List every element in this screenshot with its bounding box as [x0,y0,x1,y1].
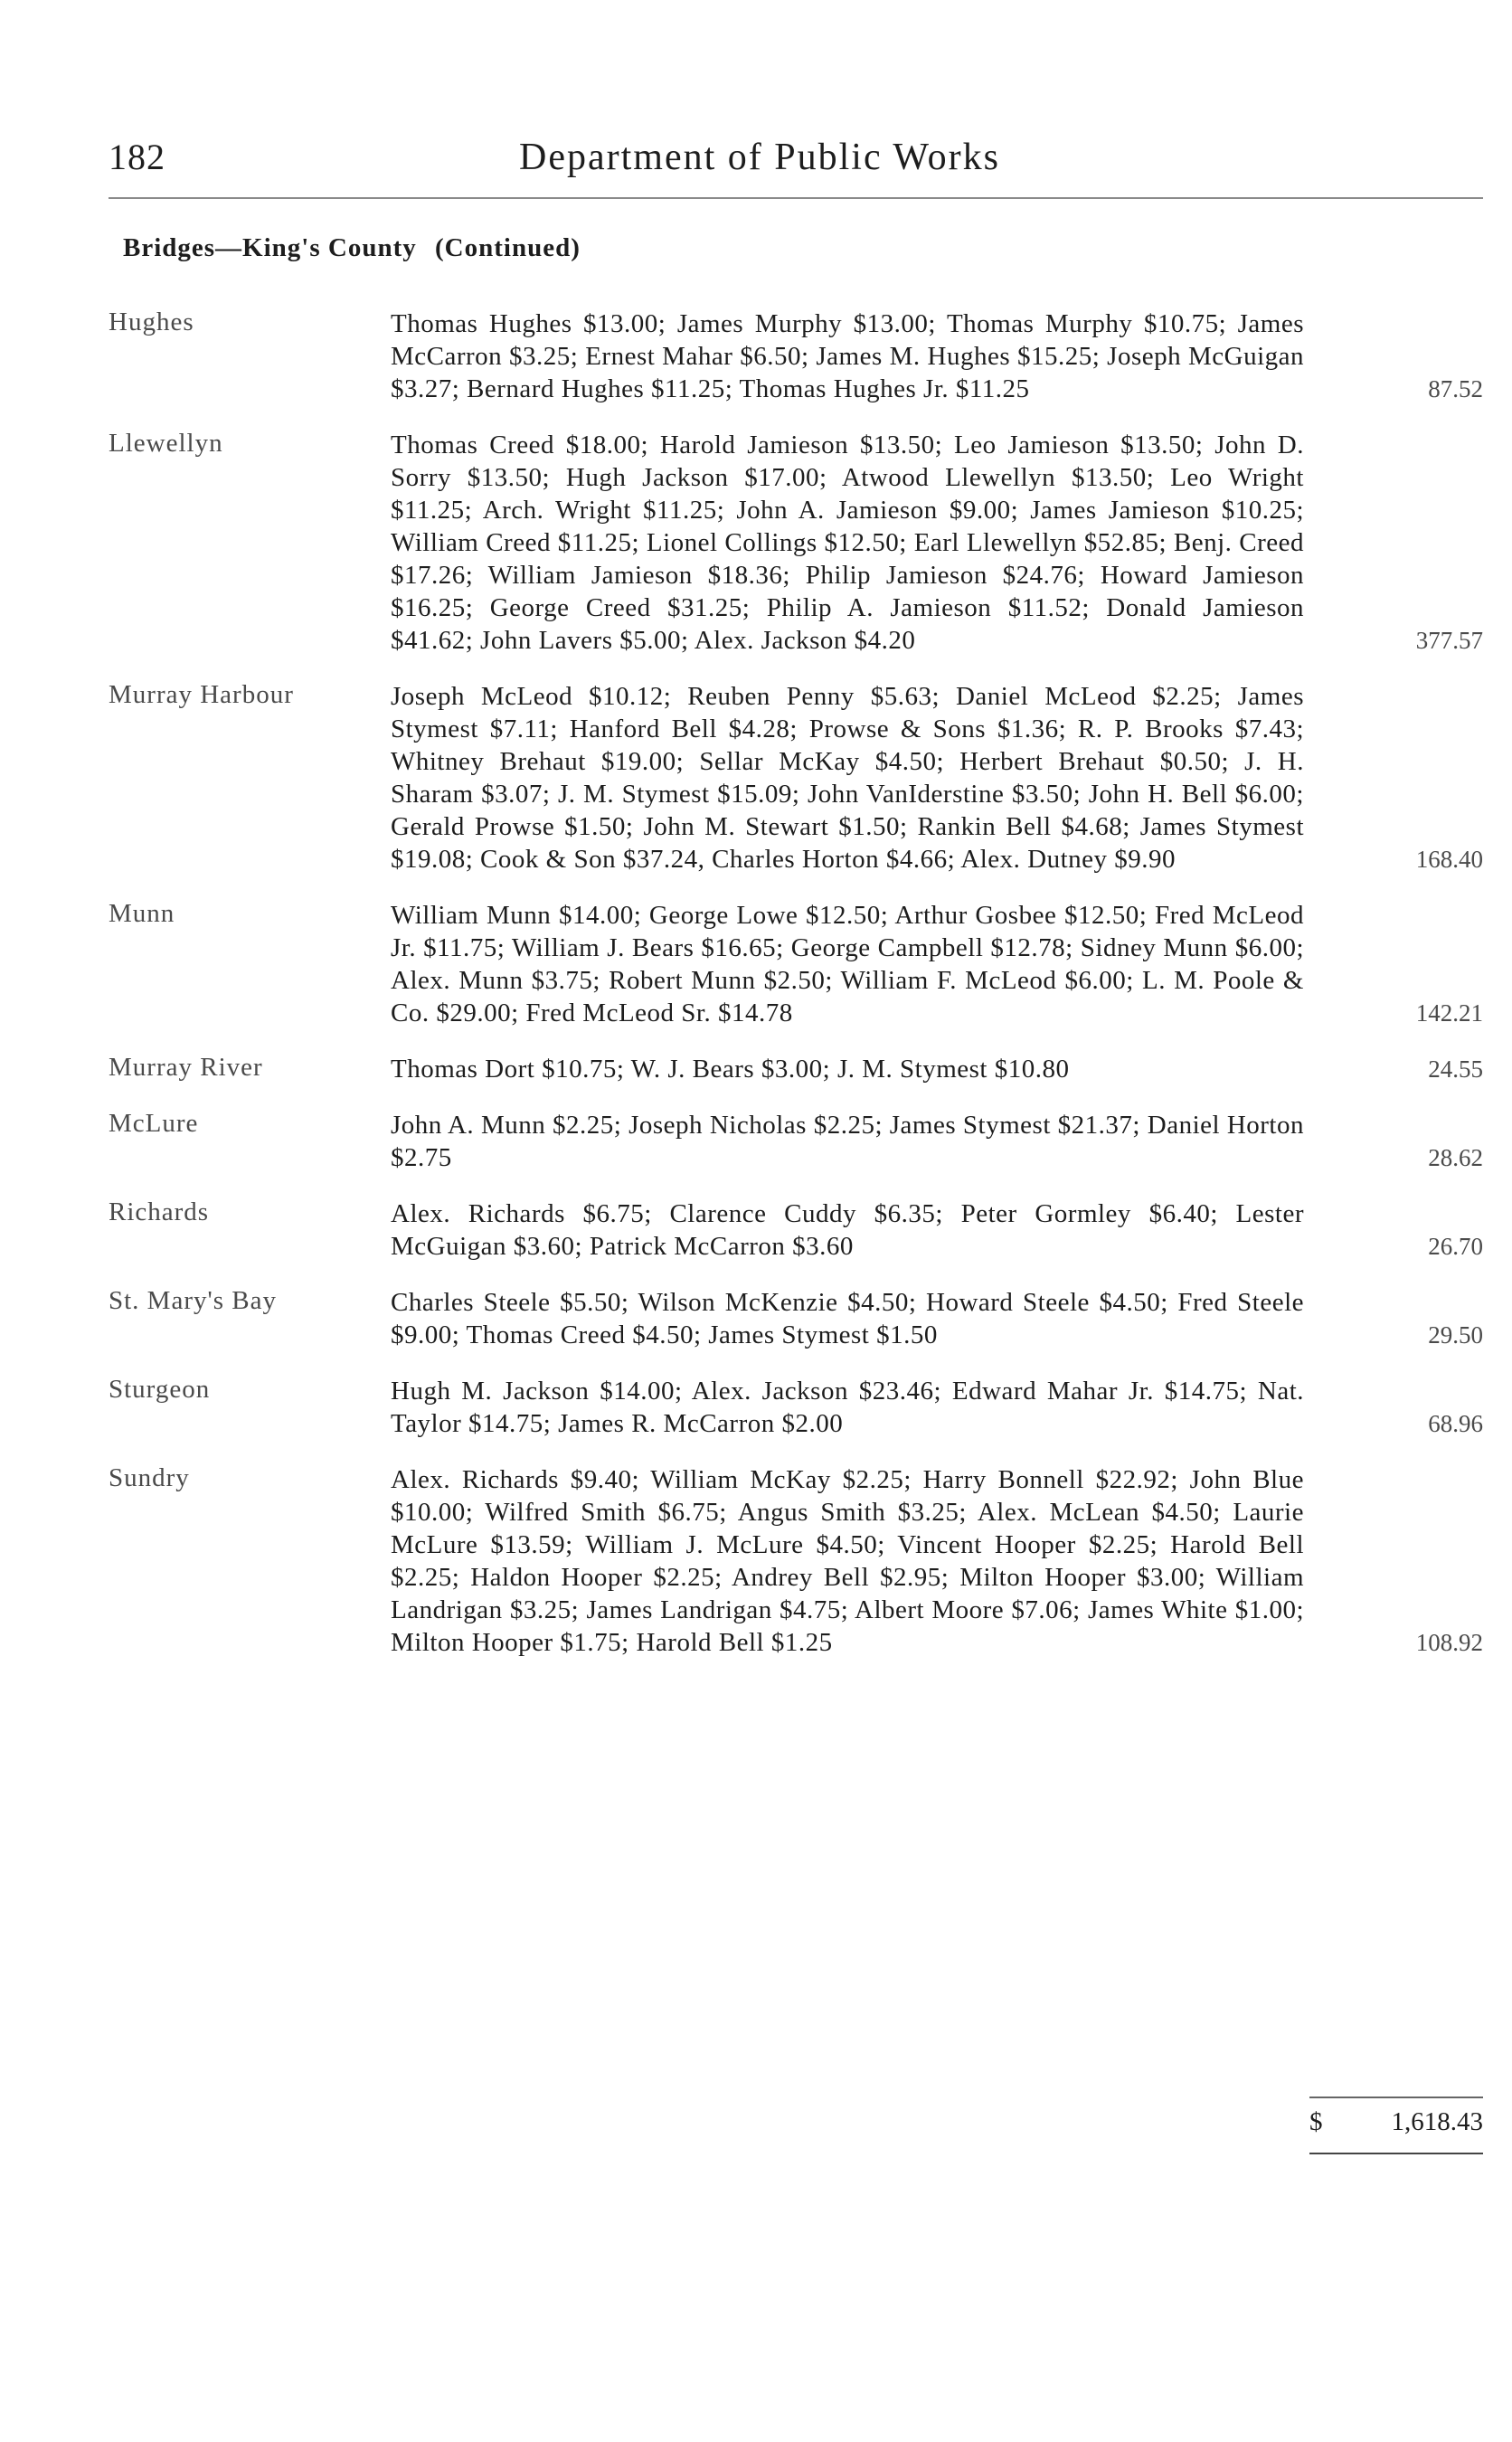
entry-amount: 26.70 [1428,1233,1483,1260]
entry-details: Joseph McLeod $10.12; Reuben Penny $5.63; Daniel McLeod $2.25; James Stymest $7.11; Hanford Bell $4.28; Prowse & Sons $1.36; R. P. Brooks $7.43; Whitney Brehaut $19.00; Sellar McKay $4.50; Herbert Brehaut $0.50; J. H. Sharam $3.07; J. M. Stymest $15.09; John VanIderstine $3.50; John H. Bell $6.00; Gerald Prowse $1.50; John M. Stewart $1.50; Rankin Bell $4.68; James Stymest $19.08; Cook & Son $37.24, Charles Horton $4.66; Alex. Dutney $9.90 [391,682,1304,874]
ledger-entry [109,429,1483,657]
entry-amount: 168.40 [1415,846,1483,873]
entry-amount: 24.55 [1428,1055,1483,1083]
ledger-entry [109,1375,1483,1440]
total-value: 1,618.43 [1391,2107,1483,2136]
entry-details: Thomas Dort $10.75; W. J. Bears $3.00; J. M. Stymest $10.80 [391,1055,1070,1084]
entry-amount: 68.96 [1428,1410,1483,1437]
ledger-entry [109,899,1483,1029]
entry-amount: 108.92 [1415,1629,1483,1656]
page-header [109,136,1483,190]
entry-details: Hugh M. Jackson $14.00; Alex. Jackson $23.46; Edward Mahar Jr. $14.75; Nat. Taylor $14.75; James R. McCarron $2.00 [391,1377,1304,1438]
entry-place: Richards [109,1197,210,1226]
entry-place: Murray Harbour [109,680,294,709]
total-rule-bottom [1309,2153,1483,2154]
ledger-entry [109,680,1483,876]
continued-label: (Continued) [435,233,581,262]
running-title: Department of Public Works [519,137,1000,178]
entry-place: Sundry [109,1463,190,1492]
entry-place: Munn [109,899,175,928]
page-number: 182 [109,137,165,177]
ledger-entries [109,308,1483,1682]
ledger-entry [109,1053,1483,1085]
section-title: Bridges—King's County [123,233,417,262]
entry-details: Charles Steele $5.50; Wilson McKenzie $4.50; Howard Steele $4.50; Fred Steele $9.00; Thomas Creed $4.50; James Stymest $1.50 [391,1288,1304,1349]
entry-place: St. Mary's Bay [109,1286,277,1315]
entry-details: Thomas Hughes $13.00; James Murphy $13.00; Thomas Murphy $10.75; James McCarron $3.25; Ernest Mahar $6.50; James M. Hughes $15.25; Joseph McGuigan $3.27; Bernard Hughes $11.25; Thomas Hughes Jr. $11.25 [391,309,1304,403]
entry-amount: 377.57 [1415,627,1483,654]
ledger-entry [109,308,1483,405]
entry-place: Sturgeon [109,1375,211,1404]
ledger-entry [109,1463,1483,1659]
header-rule [109,197,1483,199]
ledger-entry [109,1286,1483,1351]
entry-amount: 87.52 [1428,375,1483,402]
section-heading [123,233,581,263]
ledger-entry [109,1109,1483,1174]
entry-amount: 142.21 [1415,999,1483,1027]
total-rule-top [1309,2097,1483,2098]
entry-details: Thomas Creed $18.00; Harold Jamieson $13.50; Leo Jamieson $13.50; John D. Sorry $13.50; Hugh Jackson $17.00; Atwood Llewellyn $13.50; Leo Wright $11.25; Arch. Wright $11.25; John A. Jamieson $9.00; James Jamieson $10.25; William Creed $11.25; Lionel Collings $12.50; Earl Llewellyn $52.85; Benj. Creed $17.26; William Jamieson $18.36; Philip Jamieson $24.76; Howard Jamieson $16.25; George Creed $31.25; Philip A. Jamieson $11.52; Donald Jamieson $41.62; John Lavers $5.00; Alex. Jackson $4.20 [391,431,1304,655]
entry-amount: 29.50 [1428,1321,1483,1349]
ledger-entry [109,1197,1483,1263]
entry-details: William Munn $14.00; George Lowe $12.50; Arthur Gosbee $12.50; Fred McLeod Jr. $11.75; William J. Bears $16.65; George Campbell $12.78; Sidney Munn $6.00; Alex. Munn $3.75; Robert Munn $2.50; William F. McLeod $6.00; L. M. Poole & Co. $29.00; Fred McLeod Sr. $14.78 [391,901,1304,1027]
entry-amount: 28.62 [1428,1144,1483,1171]
entry-details: John A. Munn $2.25; Joseph Nicholas $2.25; James Stymest $21.37; Daniel Horton $2.75 [391,1111,1304,1172]
entry-place: Hughes [109,308,194,336]
entry-place: Murray River [109,1053,263,1082]
total-currency: $ [1309,2107,1323,2136]
entry-place: McLure [109,1109,199,1138]
entry-details: Alex. Richards $9.40; William McKay $2.25; Harry Bonnell $22.92; John Blue $10.00; Wilfred Smith $6.75; Angus Smith $3.25; Alex. McLean $4.50; Laurie McLure $13.59; William J. McLure $4.50; Vincent Hooper $2.25; Harold Bell $2.25; Haldon Hooper $2.25; Andrey Bell $2.95; Milton Hooper $3.00; William Landrigan $3.25; James Landrigan $4.75; Albert Moore $7.06; James White $1.00; Milton Hooper $1.75; Harold Bell $1.25 [391,1465,1304,1657]
entry-details: Alex. Richards $6.75; Clarence Cuddy $6.35; Peter Gormley $6.40; Lester McGuigan $3.60; Patrick McCarron $3.60 [391,1199,1304,1261]
entry-place: Llewellyn [109,429,223,458]
